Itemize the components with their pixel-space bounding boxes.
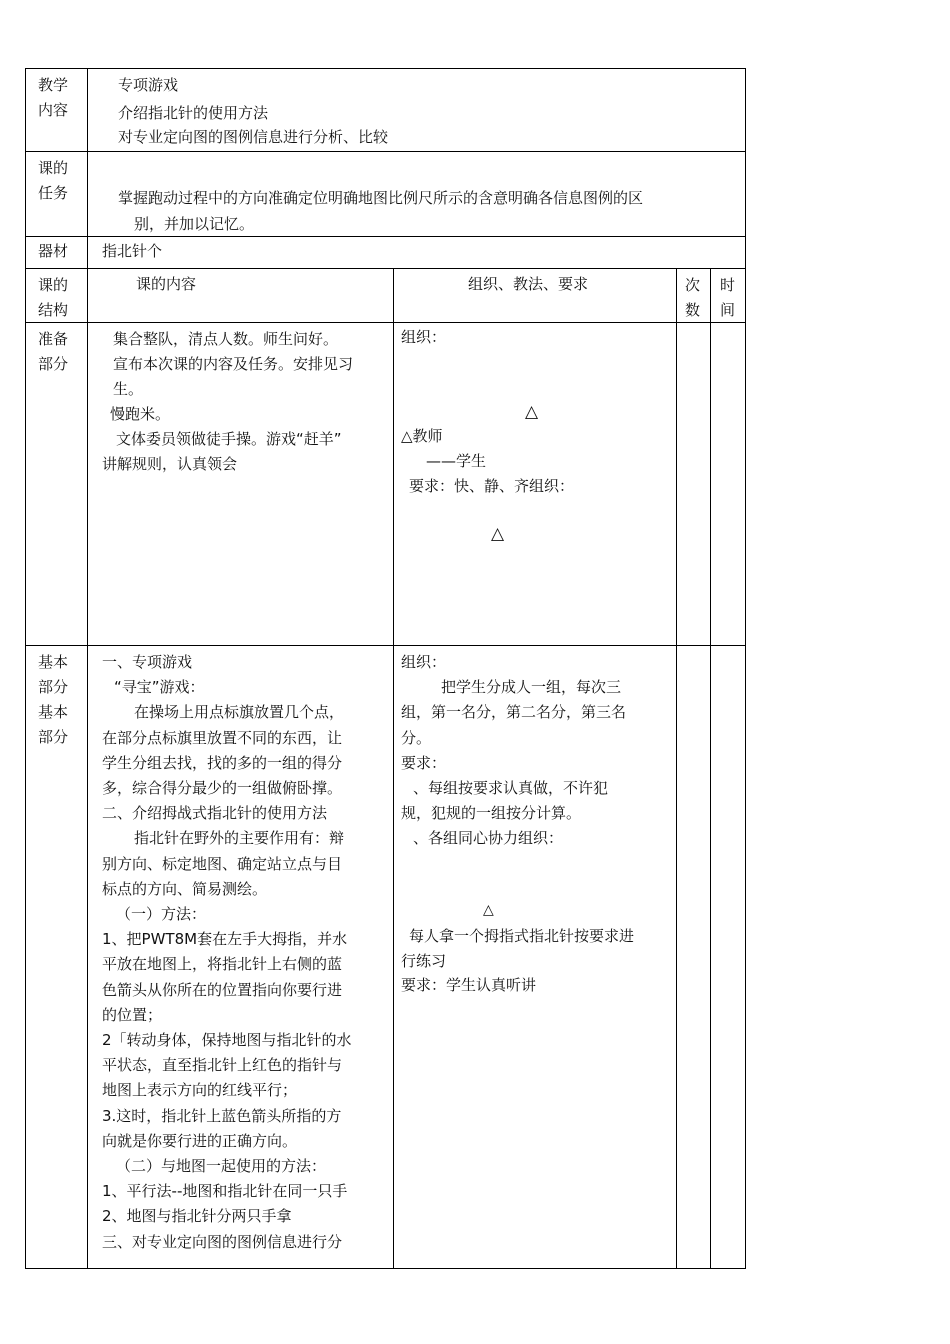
- prep-org-label: 组织：: [401, 328, 447, 346]
- prep-content-line: 生。: [113, 380, 144, 398]
- prep-content: [102, 327, 353, 477]
- basic-org-line: 要求：: [401, 753, 447, 772]
- content-label: 教学 内容: [38, 76, 69, 119]
- structure-label: 课的 结构: [38, 276, 69, 319]
- method-column-divider: [393, 268, 394, 1269]
- basic-content-line: 三、对专业定向图的图例信息进行分: [102, 1232, 343, 1251]
- basic-content-line: 1、平行法--地图和指北针在同一只手: [102, 1182, 348, 1201]
- content-line-2: 介绍指北针的使用方法: [118, 104, 269, 122]
- basic-content-line: 一、专项游戏: [102, 653, 193, 671]
- basic-content-line: 地图上表示方向的红线平行；: [102, 1081, 298, 1100]
- basic-content-line: 的位置；: [102, 1005, 163, 1024]
- prep-requirement: 要求：快、静、齐组织：: [409, 477, 575, 495]
- column-header-count: 次 数: [685, 276, 701, 319]
- count-column-divider: [676, 268, 677, 1269]
- basic-content-line: 在操场上用点标旗放置几个点，: [134, 703, 345, 722]
- equipment-label: 器材: [38, 242, 69, 260]
- time-column-divider: [710, 268, 711, 1269]
- basic-label: 基本 部分 基本 部分: [38, 653, 69, 746]
- prep-content-line: 讲解规则，认真领会: [102, 455, 238, 473]
- basic-content-line: 向就是你要行进的正确方向。: [102, 1131, 298, 1150]
- prep-teacher: △教师: [401, 427, 443, 445]
- table-border-right: [745, 68, 746, 1269]
- prep-content-line: 宣布本次课的内容及任务。安排见习: [113, 355, 354, 373]
- basic-content-line: （一）方法：: [116, 905, 207, 924]
- prep-content-line: 文体委员领做徒手操。游戏“赶羊”: [116, 430, 342, 448]
- teacher-triangle-icon: △: [525, 402, 539, 422]
- formation-triangle-icon: △: [491, 524, 505, 544]
- row-divider: [25, 151, 745, 152]
- prep-students: ——学生: [426, 452, 487, 470]
- task-line-2: 别，并加以记忆。: [134, 215, 255, 233]
- basic-org-line: 、每组按要求认真做，不许犯: [413, 779, 609, 798]
- basic-triangle-icon: △: [483, 902, 494, 918]
- prep-content-line: 集合整队，清点人数。师生问好。: [113, 330, 339, 348]
- basic-practice-line: 每人拿一个拇指式指北针按要求进: [409, 927, 635, 945]
- column-header-time: 时 间: [720, 276, 736, 319]
- basic-content-line: （二）与地图一起使用的方法：: [116, 1157, 327, 1176]
- basic-org-line: 规，犯规的一组按分计算。: [401, 804, 582, 823]
- table-border-top: [25, 68, 745, 69]
- basic-content-line: 别方向、标定地图、确定站立点与目: [102, 854, 343, 873]
- row-divider: [25, 322, 745, 323]
- basic-content-line: 多，综合得分最少的一组做俯卧撑。: [102, 779, 343, 798]
- basic-content-line: 2、地图与指北针分两只手拿: [102, 1207, 292, 1226]
- basic-org-line: 组织：: [401, 653, 447, 671]
- row-divider: [25, 236, 745, 237]
- basic-content-line: 3.这时，指北针上蓝色箭头所指的方: [102, 1106, 342, 1125]
- basic-org-line: 把学生分成人一组，每次三: [441, 678, 622, 697]
- prep-label: 准备 部分: [38, 330, 69, 373]
- equipment-value: 指北针个: [102, 242, 163, 260]
- basic-content-line: 学生分组去找，找的多的一组的得分: [102, 753, 343, 772]
- row-divider: [25, 645, 745, 646]
- prep-content-line: 慢跑米。: [110, 405, 171, 423]
- basic-content-line: 平放在地图上，将指北针上右侧的蓝: [102, 955, 343, 974]
- basic-practice: [401, 924, 634, 974]
- basic-org: [401, 650, 626, 852]
- content-line-1: 专项游戏: [118, 76, 179, 94]
- basic-content-line: 2「转动身体，保持地图与指北针的水: [102, 1031, 352, 1050]
- basic-content-line: “寻宝”游戏：: [114, 678, 205, 697]
- row-divider: [25, 268, 745, 269]
- basic-content-line: 指北针在野外的主要作用有：辩: [134, 829, 345, 848]
- basic-content-line: 二、介绍拇战式指北针的使用方法: [102, 804, 328, 823]
- basic-content-line: 标点的方向、简易测绘。: [102, 879, 268, 898]
- task-label: 课的 任务: [38, 159, 69, 202]
- basic-org-line: 分。: [401, 728, 432, 747]
- task-line-1: 掌握跑动过程中的方向准确定位明确地图比例尺所示的含意明确各信息图例的区: [118, 189, 644, 207]
- basic-content: [102, 650, 352, 1255]
- basic-org-line: 组，第一名分，第二名分，第三名: [401, 703, 627, 722]
- table-border-left: [25, 68, 26, 1269]
- basic-content-line: 平状态，直至指北针上红色的指针与: [102, 1056, 343, 1075]
- table-border-bottom: [25, 1268, 745, 1269]
- basic-requirement: 要求：学生认真听讲: [401, 976, 537, 994]
- basic-content-line: 1、把PWT8M套在左手大拇指，并水: [102, 930, 348, 949]
- content-line-3: 对专业定向图的图例信息进行分析、比较: [118, 128, 389, 146]
- basic-practice-line: 行练习: [401, 952, 447, 970]
- column-header-method: 组织、教法、要求: [468, 275, 589, 293]
- basic-org-line: 、各组同心协力组织：: [413, 829, 564, 848]
- label-column-divider: [87, 68, 88, 1269]
- basic-content-line: 色箭头从你所在的位置指向你要行进: [102, 980, 343, 999]
- basic-content-line: 在部分点标旗里放置不同的东西，让: [102, 728, 343, 747]
- column-header-content: 课的内容: [136, 275, 197, 293]
